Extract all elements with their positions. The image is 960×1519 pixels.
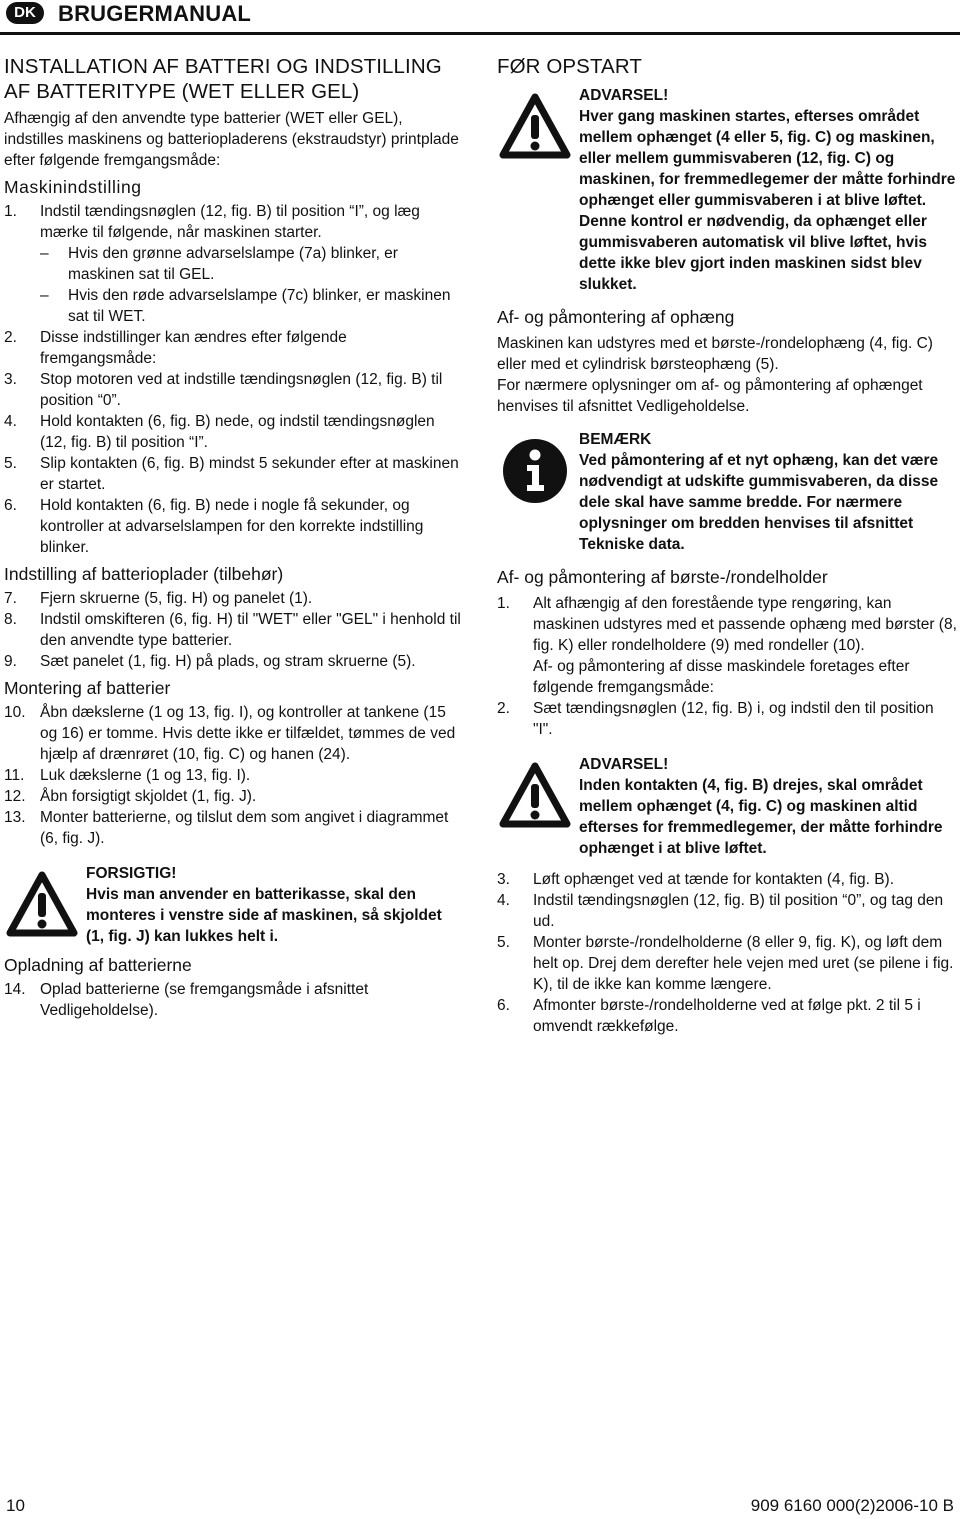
step-r3 [497, 869, 957, 890]
suspension-paragraph-1: Maskinen kan udstyres med et børste-/rondelophæng (4, fig. C) eller med et cylindrisk børsteophæng (5). [497, 335, 933, 373]
step-number: 5. [497, 934, 510, 951]
step-number: 1. [497, 595, 510, 612]
language-badge: DK [6, 2, 44, 24]
step-text: Monter batterierne, og tilslut dem som angivet i diagrammet (6, fig. J). [40, 809, 449, 847]
heading-machine-setting: Maskinindstilling [4, 177, 142, 197]
step-10 [4, 702, 464, 765]
step-text: Alt afhængig af den forestående type rengøring, kan maskinen udstyres med et passende ophæng med børster (8, fig. K) eller rondelholdere (9) med rondeller (10). [533, 595, 957, 654]
heading-brush-holder: Af- og påmontering af børste-/rondelholder [497, 567, 828, 587]
page-header [0, 0, 960, 32]
step-14 [4, 979, 464, 1021]
step-3 [4, 369, 464, 411]
step-8 [4, 609, 464, 651]
step-1 [4, 201, 464, 243]
warning-title: ADVARSEL! [579, 87, 669, 104]
step-number: 14. [4, 981, 26, 998]
step-text: Slip kontakten (6, fig. B) mindst 5 sekunder efter at maskinen er startet. [40, 455, 459, 493]
step-text: Indstil tændingsnøglen (12, fig. B) til position “I”, og læg mærke til følgende, når maskinen starter. [40, 203, 420, 241]
warning-triangle-icon [6, 869, 78, 941]
step-r6 [497, 995, 957, 1037]
step-11 [4, 765, 464, 786]
step-5 [4, 453, 464, 495]
heading-battery-mounting: Montering af batterier [4, 678, 171, 698]
caution-title: FORSIGTIG! [86, 865, 177, 882]
step-number: 6. [497, 997, 510, 1014]
right-column [497, 52, 957, 1037]
info-icon [499, 435, 571, 507]
step-number: 7. [4, 590, 17, 607]
warning-title: ADVARSEL! [579, 756, 669, 773]
step-number: 1. [4, 203, 17, 220]
step-number: 5. [4, 455, 17, 472]
dash-mark: – [40, 245, 49, 262]
step-text: Hold kontakten (6, fig. B) nede, og indstil tændingsnøglen (12, fig. B) til position “I”. [40, 413, 435, 451]
note-title: BEMÆRK [579, 431, 652, 448]
left-column [4, 52, 464, 1021]
suspension-paragraph-2: For nærmere oplysninger om af- og påmontering af ophænget henvises til afsnittet Vedligeholdelse. [497, 377, 923, 415]
dash-item-red [4, 285, 464, 327]
step-r1 [497, 593, 957, 656]
step-r2 [497, 698, 957, 740]
step-text: Af- og påmontering af disse maskindele foretages efter følgende fremgangsmåde: [533, 658, 910, 696]
header-rule [0, 32, 960, 35]
step-2 [4, 327, 464, 369]
step-number: 4. [4, 413, 17, 430]
step-number: 12. [4, 788, 26, 805]
step-r4 [497, 890, 957, 932]
dash-text: Hvis den grønne advarselslampe (7a) blinker, er maskinen sat til GEL. [68, 245, 398, 283]
step-number: 3. [4, 371, 17, 388]
step-number: 2. [497, 700, 510, 717]
warning-text: Hver gang maskinen startes, efterses området mellem ophænget (4 eller 5, fig. C) og maskinen, eller mellem gummisvaberen (12, fig. C) og maskinen, for fremmedlegemer der måtte forhindre ophænget eller gummisvaberen i at blive løftet. Denne kontrol er nødvendig, da ophænget eller gummisvaberen automatisk vil blive løftet, hvis dette ikke blev gjort inden maskinen sidst blev slukket. [579, 108, 956, 293]
caution-notice [4, 863, 464, 947]
caution-text: Hvis man anvender en batterikasse, skal den monteres i venstre side af maskinen, så skjoldet (1, fig. J) kan lukkes helt i. [86, 886, 442, 945]
intro-paragraph: Afhængig af den anvendte type batterier (WET eller GEL), indstilles maskinens og batteriopladerens (ekstraudstyr) printplade efter følgende fremgangsmåde: [4, 110, 459, 169]
step-text: Oplad batterierne (se fremgangsmåde i afsnittet Vedligeholdelse). [40, 981, 369, 1019]
page-number: 10 [6, 1496, 25, 1515]
document-code: 909 6160 000(2)2006-10 B [750, 1496, 954, 1515]
step-number: 13. [4, 809, 26, 826]
note-text: Ved påmontering af et nyt ophæng, kan det være nødvendigt at udskifte gummisvaberen, da disse dele skal have samme bredde. For nærmere oplysninger om bredden henvises til afsnittet Tekniske data. [579, 452, 939, 553]
step-13 [4, 807, 464, 849]
warning-notice-2 [497, 754, 957, 859]
step-number: 11. [4, 767, 25, 784]
heading-suspension-mounting: Af- og påmontering af ophæng [497, 307, 735, 327]
step-text: Hold kontakten (6, fig. B) nede i nogle få sekunder, og kontroller at advarselslampen for den korrekte indstilling blinker. [40, 497, 424, 556]
heading-charger-setting: Indstilling af batterioplader (tilbehør) [4, 564, 284, 584]
dash-text: Hvis den røde advarselslampe (7c) blinker, er maskinen sat til WET. [68, 287, 451, 325]
step-number: 10. [4, 704, 26, 721]
step-9 [4, 651, 464, 672]
step-12 [4, 786, 464, 807]
step-number: 2. [4, 329, 17, 346]
step-text: Løft ophænget ved at tænde for kontakten (4, fig. B). [533, 871, 895, 888]
step-text: Afmonter børste-/rondelholderne ved at følge pkt. 2 til 5 i omvendt rækkefølge. [533, 997, 921, 1035]
step-text: Disse indstillinger kan ændres efter følgende fremgangsmåde: [40, 329, 347, 367]
dash-item-green [4, 243, 464, 285]
step-text: Stop motoren ved at indstille tændingsnøglen (12, fig. B) til position “0”. [40, 371, 443, 409]
section-title-battery: INSTALLATION AF BATTERI OG INDSTILLING AF BATTERITYPE (WET ELLER GEL) [4, 55, 442, 103]
step-r1-continued [497, 656, 957, 698]
step-text: Sæt tændingsnøglen (12, fig. B) i, og indstil den til position "I". [533, 700, 934, 738]
warning-triangle-icon [499, 760, 571, 832]
dash-mark: – [40, 287, 49, 304]
step-text: Fjern skruerne (5, fig. H) og panelet (1). [40, 590, 313, 607]
warning-notice-1 [497, 85, 957, 295]
step-4 [4, 411, 464, 453]
step-number: 9. [4, 653, 17, 670]
note-notice [497, 429, 957, 555]
step-text: Åbn forsigtigt skjoldet (1, fig. J). [40, 788, 257, 805]
step-7 [4, 588, 464, 609]
step-6 [4, 495, 464, 558]
section-title-before-start: FØR OPSTART [497, 55, 642, 78]
step-number: 4. [497, 892, 510, 909]
step-number: 8. [4, 611, 17, 628]
step-text: Luk dækslerne (1 og 13, fig. I). [40, 767, 251, 784]
step-r5 [497, 932, 957, 995]
warning-triangle-icon [499, 91, 571, 163]
manual-title: BRUGERMANUAL [58, 1, 252, 26]
step-number: 6. [4, 497, 17, 514]
step-number: 3. [497, 871, 510, 888]
step-text: Åbn dækslerne (1 og 13, fig. I), og kontroller at tankene (15 og 16) er tomme. Hvis dette ikke er tilfældet, tømmes de ved hjælp af drænrøret (10, fig. C) og hanen (24). [40, 704, 456, 763]
step-text: Sæt panelet (1, fig. H) på plads, og stram skruerne (5). [40, 653, 416, 670]
step-text: Indstil omskifteren (6, fig. H) til "WET" eller "GEL" i henhold til den anvendte type batterier. [40, 611, 461, 649]
step-text: Monter børste-/rondelholderne (8 eller 9, fig. K), og løft dem helt op. Drej dem derefter hele vejen med uret (se pilene i fig. K), til de ikke kan komme længere. [533, 934, 954, 993]
heading-battery-charging: Opladning af batterierne [4, 955, 192, 975]
step-text: Indstil tændingsnøglen (12, fig. B) til position “0”, og tag den ud. [533, 892, 944, 930]
warning-text: Inden kontakten (4, fig. B) drejes, skal området mellem ophænget (4, fig. C) og maskinen altid efterses for fremmedlegemer, der måtte forhindre ophænget i at blive løftet. [579, 777, 943, 857]
